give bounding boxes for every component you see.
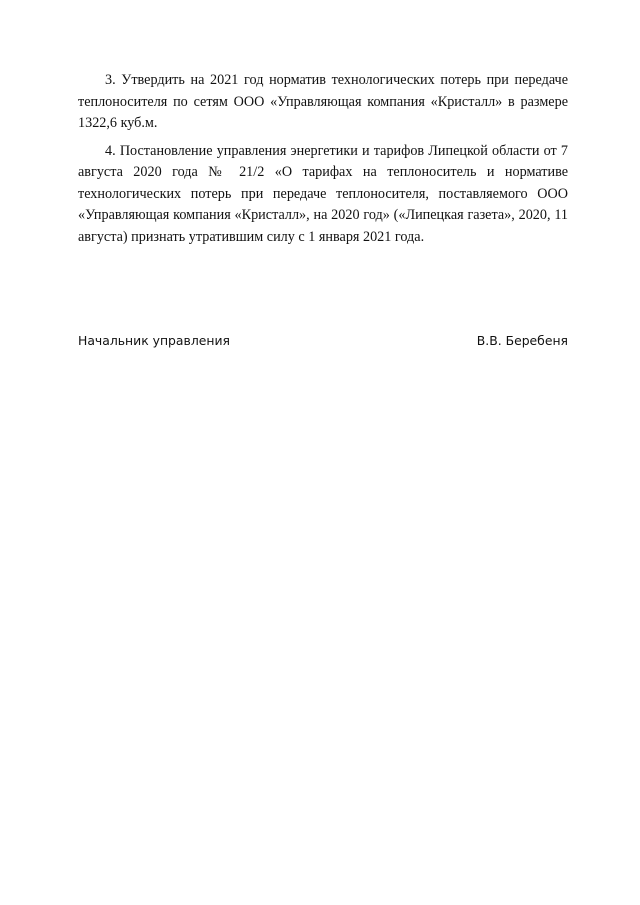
signature-name: В.В. Беребеня xyxy=(476,333,568,348)
signature-block xyxy=(78,333,568,348)
document-body xyxy=(78,70,568,254)
paragraph-3: 3. Утвердить на 2021 год норматив технологических потерь при передаче теплоносителя по сетям ООО «Управляющая компания «Кристалл» в размере 1322,6 куб.м. xyxy=(78,72,568,131)
paragraph-4: 4. Постановление управления энергетики и тарифов Липецкой области от 7 августа 2020 года № 21/2 «О тарифах на теплоноситель и нормативе технологических потерь при передаче теплоносителя, поставляемого ООО «Управляющая компания «Кристалл», на 2020 год» («Липецкая газета», 2020, 11 августа) признать утратившим силу с 1 января 2021 года. xyxy=(78,142,568,245)
signature-position: Начальник управления xyxy=(78,333,230,348)
